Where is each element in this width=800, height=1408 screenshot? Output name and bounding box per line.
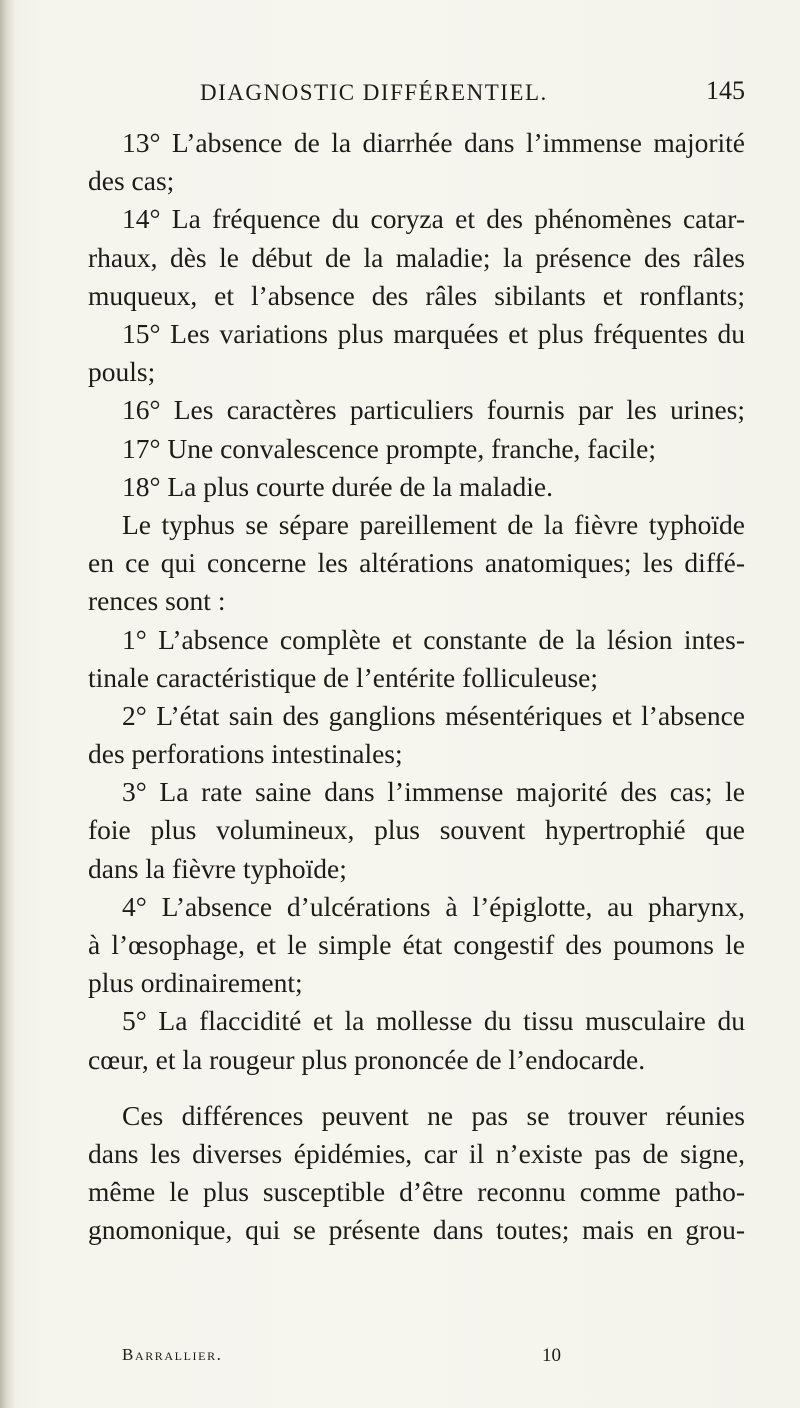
text-line: 18° La plus courte durée de la maladie. (122, 470, 553, 502)
text-line: rhaux, dès le début de la maladie; la présence des râles (88, 241, 745, 273)
page-footer (122, 1345, 722, 1369)
text-line: 5° La flaccidité et la mollesse du tissu musculaire du (122, 1005, 745, 1037)
text-line: 1° L’absence complète et constante de la lésion intes- (122, 623, 745, 655)
text-line: 14° La fréquence du coryza et des phénomènes catar- (122, 203, 745, 235)
text-line: des perforations intestinales; (88, 738, 403, 770)
text-line: même le plus susceptible d’être reconnu comme patho- (88, 1176, 745, 1208)
text-line: 3° La rate saine dans l’immense majorité des cas; le (122, 776, 745, 808)
text-line: gnomonique, qui se présente dans toutes; mais en grou- (88, 1214, 745, 1246)
text-line: Ces différences peuvent ne pas se trouver réunies (122, 1099, 745, 1131)
text-line: 17° Une convalescence prompte, franche, facile; (122, 432, 656, 464)
page-header (200, 76, 745, 120)
text-line: des cas; (88, 165, 175, 197)
text-line: à l’œsophage, et le simple état congestif des poumons le (88, 929, 745, 961)
text-line: dans les diverses épidémies, car il n’existe pas de signe, (88, 1138, 745, 1170)
signature-mark: Barrallier. (122, 1345, 223, 1364)
text-line: muqueux, et l’absence des râles sibilants et ronflants; (88, 279, 745, 311)
sheet-number: 10 (542, 1345, 561, 1366)
binding-edge (0, 0, 14, 1408)
text-line: cœur, et la rougeur plus prononcée de l’endocarde. (88, 1043, 646, 1075)
text-line: 16° Les caractères particuliers fournis par les urines; (122, 394, 745, 426)
text-line: tinale caractéristique de l’entérite folliculeuse; (88, 661, 599, 693)
text-line: rences sont : (88, 585, 226, 617)
body-text (88, 124, 745, 1250)
text-line: pouls; (88, 356, 156, 388)
text-line: dans la fièvre typhoïde; (88, 852, 347, 884)
text-line: foie plus volumineux, plus souvent hypertrophié que (88, 814, 745, 846)
text-line: Le typhus se sépare pareillement de la fièvre typhoïde (122, 508, 745, 540)
text-line: 2° L’état sain des ganglions mésentériques et l’absence (122, 699, 745, 731)
text-line: 13° L’absence de la diarrhée dans l’immense majorité (122, 127, 745, 158)
page-number: 145 (706, 76, 745, 105)
running-head: DIAGNOSTIC DIFFÉRENTIEL. (200, 80, 548, 105)
text-line: 15° Les variations plus marquées et plus fréquentes du (122, 317, 745, 349)
text-line: en ce qui concerne les altérations anatomiques; les diffé- (88, 547, 745, 579)
text-line: 4° L’absence d’ulcérations à l’épiglotte, au pharynx, (122, 890, 745, 922)
text-line: plus ordinairement; (88, 967, 303, 999)
